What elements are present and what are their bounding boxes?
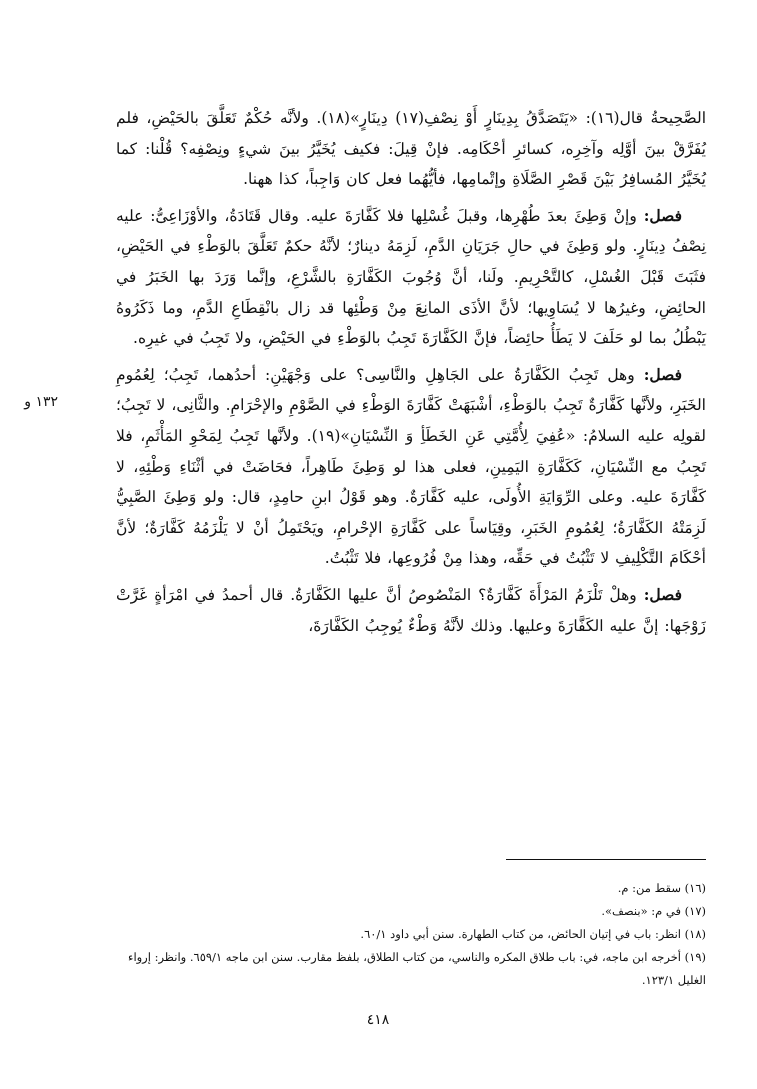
paragraph-text: وإنْ وَطِئَ بعدَ طُهْرِها، وقبلَ غُسْلِها فلا كَفَّارَةَ عليه. وقال قَتَادَةُ، والأوْزَاعِىُّ: عليه نِصْفُ دِينَارٍ. ولو وَطِئَ في حالِ جَرَيَانِ الدَّمِ، لَزِمَهُ دينارٌ؛ لأنَّهُ حكمٌ تَعَلَّقَ بالوَطْءِ في الحَيْضِ، فثَبَتَ قَبْلَ الغُسْلِ، كالتَّحْرِيمِ. ولَنا، أنَّ وُجُوبَ الكَفَّارَةِ بالشَّرْعِ، وإنَّما وَرَدَ بها الخَبَرُ في الحائِضِ، وغيرُها لا يُسَاوِيها؛ لأنَّ الأذَى المانِعَ مِنْ وَطْئِها قد زال بانْقِطَاعِ الدَّمِ، وما ذَكَرُوهُ يَبْطُلُ بما لو حَلَفَ لا يَطَأُ حائِضاً، فإنَّ الكَفَّارَةَ تَجِبُ بالوَطْءِ في الحَيْضِ، ولا تَجِبُ في غيرِه.: [116, 206, 706, 348]
paragraph-text: وهل تَجِبُ الكَفَّارَةُ على الجَاهِلِ والنَّاسِى؟ على وَجْهَيْنِ: أحدُهما، تَجِبُ؛ لِعُمُومِ الخَبَرِ، ولأنَّها كَفَّارَةٌ تَجِبُ بالوَطْءِ، أشْبَهَتْ كَفَّارَةَ الوَطْءِ في الصَّوْمِ والإحْرَامِ. والثَّانِى، لا تَجِبُ؛ لقولِه عليه السلامُ: «عُفِيَ لِأُمَّتِي عَنِ الخَطَأِ وَ النِّسْيَانِ»(١٩). ولأنَّها تَجِبُ لِمَحْوِ المَأْثَمِ، فلا تَجِبُ مع النِّسْيَانِ، كَكَفَّارَةِ اليَمِينِ، فعلى هذا لو وَطِئَ طَاهِراً، فحَاضَتْ في أثْنَاءِ وَطْئِهِ، لا كَفَّارَةَ عليه. وعلى الرِّوَايَةِ الأُولَى، عليه كَفَّارَةٌ. وهو قَوْلُ ابنِ حامِدٍ، قال: ولو وَطِئَ الصَّبِيُّ لَزِمَتْهُ الكَفَّارَةُ؛ لِعُمُومِ الخَبَرِ، وقِيَاساً على كَفَّارَةِ الإحْرامِ، ويَحْتَمِلُ أنْ لا يَلْزَمُهُ كَفَّارَةٌ؛ لأنَّ أحْكَامَ التَّكْلِيفِ لا تَثْبُتُ في حَقِّه، وهذا مِنْ فُرُوعِها، فلا تَثْبُتُ.: [116, 365, 706, 568]
footnote-separator: [506, 859, 706, 860]
paragraph-fasl-2: [116, 360, 706, 574]
footnote-16: (١٦) سقط من: م.: [617, 881, 706, 895]
section-heading-fasl: فصل:: [643, 584, 682, 604]
footnotes: [116, 877, 706, 992]
paragraph-fasl-1: [116, 201, 706, 354]
margin-folio-note: ١٣٢ و: [24, 394, 58, 410]
footnote-19: (١٩) أخرجه ابن ماجه، في: باب طلاق المكره والناسي، من كتاب الطلاق، بلفظ مقارب. سنن ابن ماجه ٦٥٩/١. وانظر: إرواء الغليل ١٢٣/١.: [128, 950, 706, 987]
paragraph-text: الصَّحِيحةُ قال(١٦): «يَتَصَدَّقُ بِدِينَارٍ أَوْ نِصْفِ(١٧) دِينَارٍ»(١٨). ولأنَّه حُكْمٌ تَعَلَّقَ بالحَيْضِ، فلم يُفَرَّقْ بينَ أوَّلِه وآخِرِه، كسائرِ أحْكَامِه. فإنْ قِيلَ: فكيف يُخَيَّرُ بينَ شيءٍ ونِصْفِه؟ قُلْنا: كما يُخَيَّرُ المُسافِرُ بَيْنَ قَصْرِ الصَّلَاةِ وإتْمامِها، فأيُّهُما فعل كان وَاجِباً، كذا ههنا.: [116, 109, 706, 189]
footnote-17: (١٧) في م: «بنصف».: [601, 904, 706, 918]
section-heading-fasl: فصل:: [643, 364, 682, 384]
section-heading-fasl: فصل:: [643, 205, 682, 225]
page-number: ٤١٨: [366, 1012, 390, 1028]
main-text-body: [116, 103, 706, 647]
paragraph-continuation: [116, 103, 706, 195]
footnote-18: (١٨) انظر: باب في إتيان الحائض، من كتاب الطهارة. سنن أبي داود ٦٠/١.: [360, 927, 706, 941]
paragraph-text: وهلْ تَلْزَمُ المَرْأَةَ كَفَّارَةٌ؟ المَنْصُوصُ أنَّ عليها الكَفَّارَةُ. قال أحمدُ في امْرَأةٍ غَرَّتْ زَوْجَها: إنَّ عليه الكَفَّارَةَ وعليها. وذلك لأنَّهُ وَطْءٌ يُوجِبُ الكَفَّارَةَ،: [116, 585, 706, 635]
paragraph-fasl-3: [116, 580, 706, 641]
